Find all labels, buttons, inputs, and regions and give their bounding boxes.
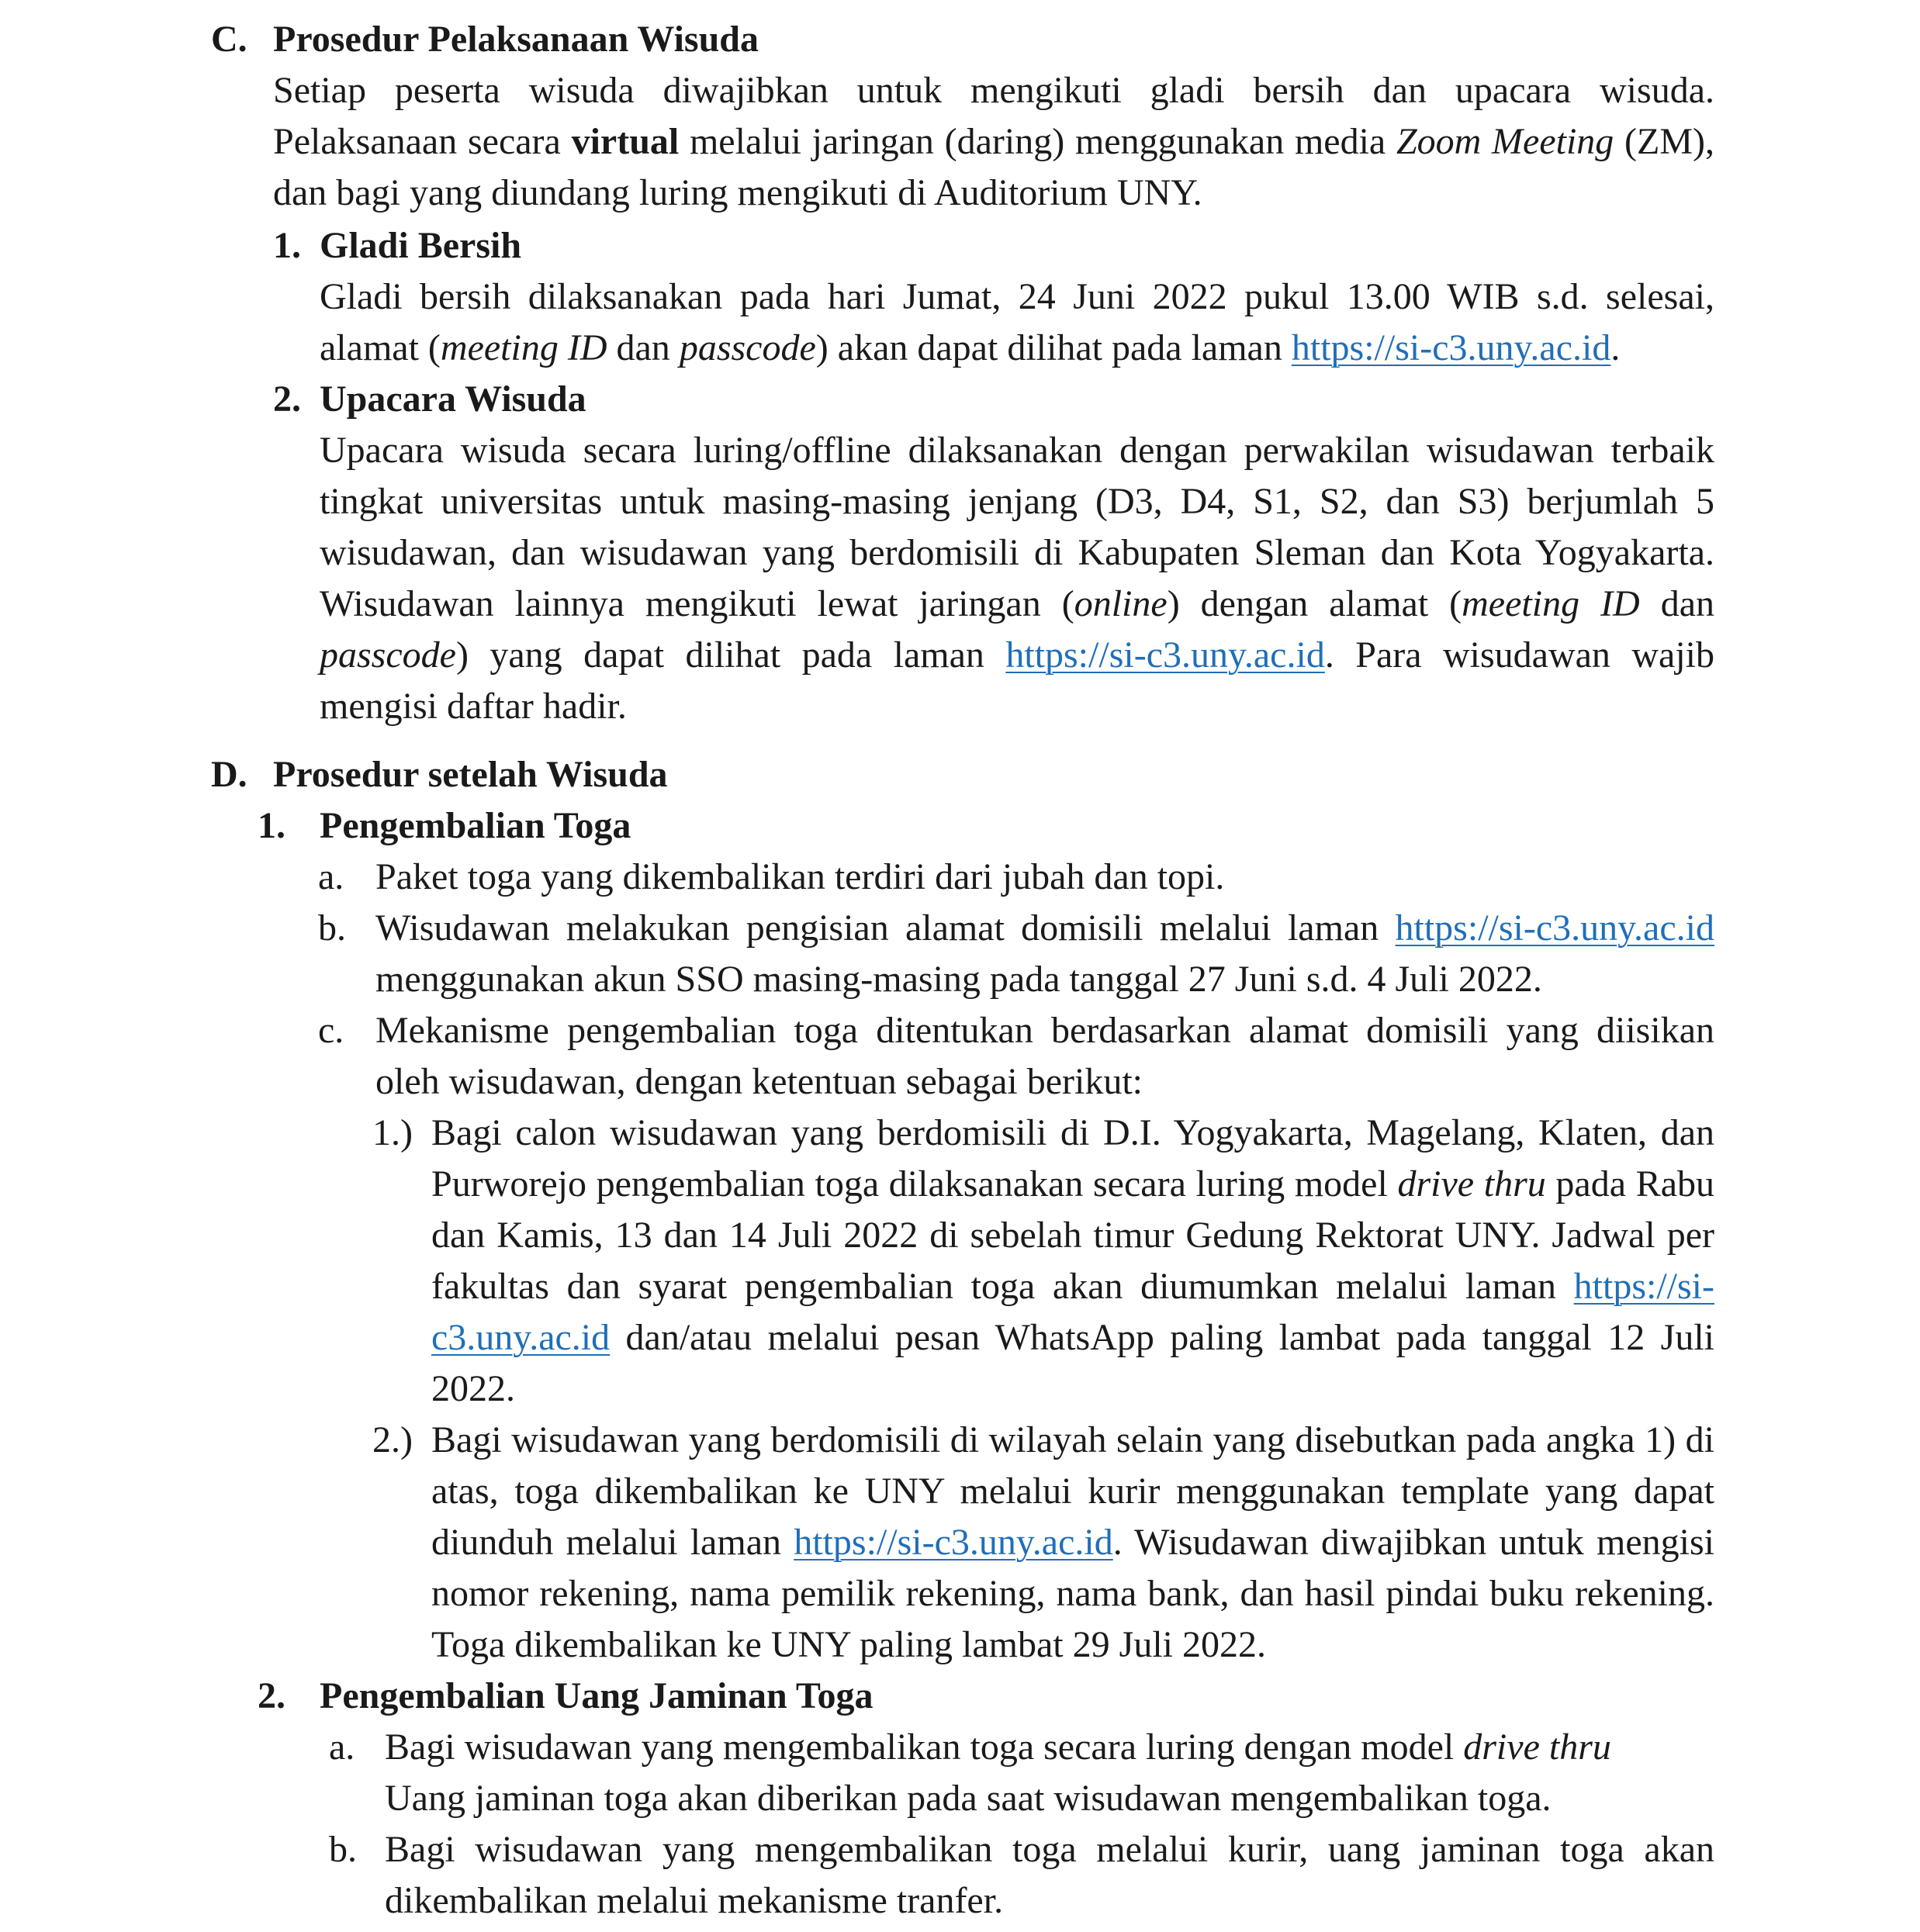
italic-passcode: passcode	[320, 634, 456, 676]
text: dan	[1639, 583, 1715, 624]
italic-meeting-id: meeting ID	[1462, 583, 1640, 624]
jaminan-item-a-line2: Uang jaminan toga akan diberikan pada saat wisudawan mengembalikan toga.	[385, 1778, 1552, 1819]
text: Bagi calon wisudawan yang berdomisili di D.I. Yogyakarta, Magelang, Klaten, dan Purworejo pengembalian toga dilaksanakan secara luring model	[431, 1112, 1714, 1204]
jaminan-item-b: Bagi wisudawan yang mengembalikan toga melalui kurir, uang jaminan toga akan dikembalikan melalui mekanisme tranfer.	[385, 1829, 1714, 1921]
gladi-bersih-heading	[273, 220, 521, 271]
pengembalian-toga-title: Pengembalian Toga	[320, 805, 631, 846]
sub-marker-2: 2.)	[372, 1419, 413, 1460]
italic-drive-thru: drive thru	[1397, 1163, 1546, 1204]
intro-text: Setiap peserta wisuda diwajibkan untuk mengikuti gladi bersih dan upacara wisuda. Pelaksanaan secara	[273, 70, 1714, 162]
upacara-wisuda-number: 2.	[273, 378, 301, 420]
section-c-letter: C.	[211, 19, 247, 60]
upacara-wisuda-paragraph	[320, 425, 1714, 732]
gladi-bersih-title: Gladi Bersih	[320, 225, 522, 266]
si-c3-link[interactable]: https://si-c3.uny.ac.id	[1395, 907, 1714, 949]
toga-item-a: Paket toga yang dikembalikan terdiri dari jubah dan topi.	[375, 856, 1225, 897]
si-c3-link[interactable]: https://si-c3.uny.ac.id	[1291, 327, 1611, 368]
italic-drive-thru: drive thru	[1463, 1726, 1611, 1768]
si-c3-link[interactable]: https://si-c3.uny.ac.id	[794, 1522, 1113, 1563]
text: pada Rabu dan Kamis, 13 dan 14 Juli 2022 di sebelah timur Gedung Rektorat UNY. Jadwal per fakultas dan syarat pengembalian toga akan diumumkan melalui laman	[431, 1163, 1715, 1307]
gladi-bersih-number: 1.	[273, 225, 301, 266]
list-marker-c: c.	[318, 1010, 344, 1051]
uang-jaminan-number: 2.	[258, 1675, 285, 1716]
italic-passcode: passcode	[679, 327, 816, 368]
upacara-wisuda-title: Upacara Wisuda	[320, 378, 586, 420]
text: Bagi wisudawan yang berdomisili di wilayah selain yang disebutkan pada angka 1) di atas, toga dikembalikan ke UNY melalui kurir menggunakan template yang dapat diunduh melalui laman	[431, 1419, 1714, 1563]
intro-bold-virtual: virtual	[571, 121, 680, 162]
text: ) akan dapat dilihat pada laman	[815, 327, 1292, 368]
si-c3-link[interactable]: https://si-c3.uny.ac.id	[431, 1266, 1714, 1358]
sub-marker-1: 1.)	[372, 1112, 413, 1153]
uang-jaminan-title: Pengembalian Uang Jaminan Toga	[320, 1675, 874, 1716]
intro-text: (ZM), dan bagi yang diundang luring mengikuti di Auditorium UNY.	[273, 121, 1715, 213]
pengembalian-toga-number: 1.	[258, 805, 285, 846]
list-marker-b: b.	[329, 1829, 357, 1870]
text: Bagi wisudawan yang mengembalikan toga secara luring dengan model	[385, 1726, 1464, 1768]
uang-jaminan-heading	[258, 1671, 873, 1722]
toga-item-b	[375, 903, 1714, 1005]
list-marker-a: a.	[329, 1726, 355, 1768]
section-d-title: Prosedur setelah Wisuda	[273, 754, 668, 795]
list-marker-a: a.	[318, 856, 344, 897]
section-c-intro	[273, 65, 1714, 219]
upacara-wisuda-heading	[273, 374, 586, 425]
text: dan/atau melalui pesan WhatsApp paling lambat pada tanggal 12 Juli 2022.	[431, 1317, 1714, 1409]
list-marker-b: b.	[318, 907, 346, 949]
section-d-heading	[211, 749, 668, 800]
text: ) dengan alamat (	[1167, 583, 1462, 624]
si-c3-link[interactable]: https://si-c3.uny.ac.id	[1005, 634, 1325, 676]
section-d-letter: D.	[211, 754, 247, 795]
pengembalian-toga-heading	[258, 800, 631, 852]
toga-sub-item-1	[431, 1108, 1714, 1415]
toga-sub-item-2	[431, 1415, 1714, 1671]
text: . Wisudawan diwajibkan untuk mengisi nomor rekening, nama pemilik rekening, nama bank, dan hasil pindai buku rekening. Toga dikembalikan ke UNY paling lambat 29 Juli 2022.	[431, 1522, 1714, 1665]
text: menggunakan akun SSO masing-masing pada tanggal 27 Juni s.d. 4 Juli 2022.	[375, 959, 1542, 1000]
section-c-title: Prosedur Pelaksanaan Wisuda	[273, 19, 759, 60]
text: Wisudawan melakukan pengisian alamat domisili melalui laman	[375, 907, 1396, 949]
intro-italic-zoom: Zoom Meeting	[1396, 121, 1614, 162]
text: . Para wisudawan wajib mengisi daftar hadir.	[320, 634, 1714, 727]
intro-text: melalui jaringan (daring) menggunakan media	[679, 121, 1396, 162]
text: .	[1610, 327, 1621, 368]
text: Gladi bersih dilaksanakan pada hari Jumat, 24 Juni 2022 pukul 13.00 WIB s.d. selesai, alamat (	[320, 276, 1714, 368]
italic-meeting-id: meeting ID	[440, 327, 607, 368]
jaminan-item-a-line1	[385, 1722, 1714, 1773]
gladi-bersih-paragraph	[320, 271, 1714, 374]
jaminan-item-a	[385, 1722, 1714, 1824]
text: ) yang dapat dilihat pada laman	[455, 634, 1006, 676]
text: Upacara wisuda secara luring/offline dilaksanakan dengan perwakilan wisudawan terbaik tingkat universitas untuk masing-masing jenjang (D3, D4, S1, S2, dan S3) berjumlah 5 wisudawan, dan wisudawan yang berdomisili di Kabupaten Sleman dan Kota Yogyakarta. Wisudawan lainnya mengikuti lewat jaringan (	[320, 430, 1714, 624]
section-c-heading	[211, 14, 759, 65]
toga-item-c: Mekanisme pengembalian toga ditentukan berdasarkan alamat domisili yang diisikan oleh wisudawan, dengan ketentuan sebagai berikut:	[375, 1010, 1714, 1102]
text: dan	[607, 327, 680, 368]
italic-online: online	[1074, 583, 1168, 624]
